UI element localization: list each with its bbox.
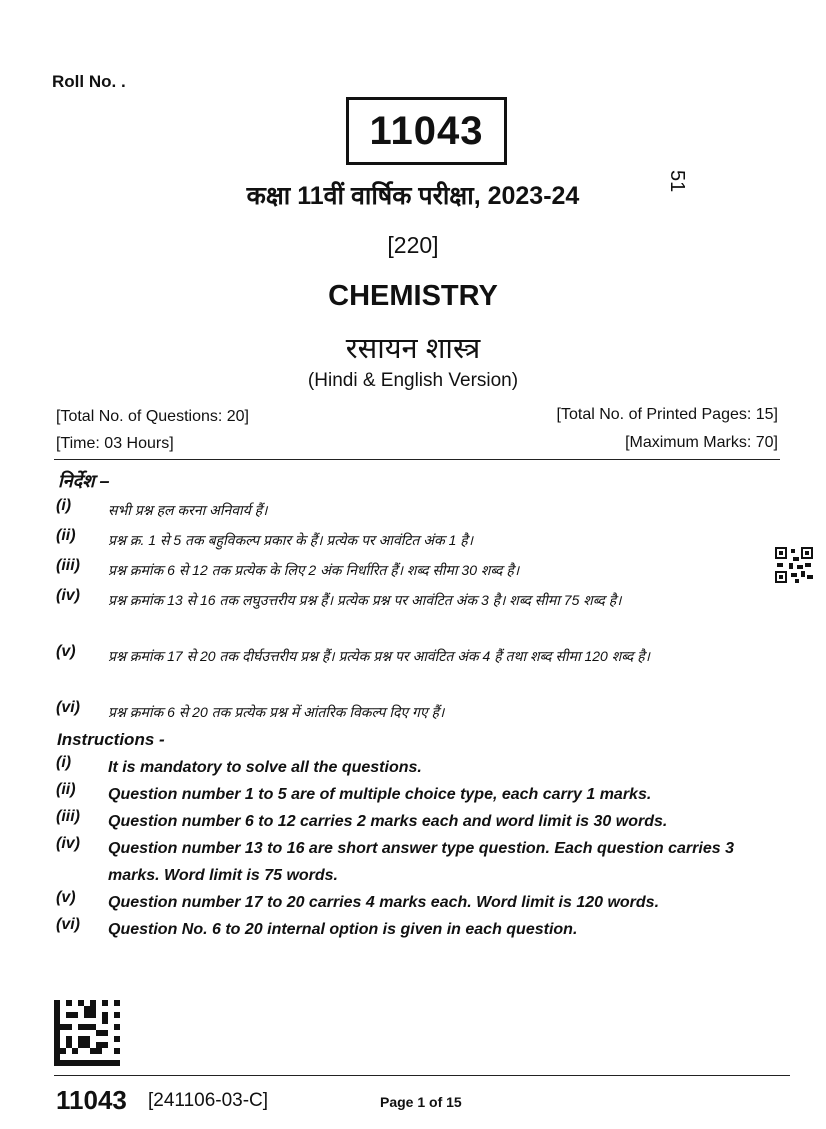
instruction-number: (ii) [56,527,76,544]
instruction-text: प्रश्न क्र. 1 से 5 तक बहुविकल्प प्रकार के हैं। प्रत्येक पर आवंटित अंक 1 है। [108,532,474,548]
instruction-text: Question No. 6 to 20 internal option is given in each question. [108,921,578,938]
instruction-number: (vi) [56,916,80,933]
hindi-instruction-item [56,527,781,553]
footer-reference: [241106-03-C] [148,1090,269,1111]
side-number: 51 [666,170,688,193]
instruction-number: (vi) [56,699,80,716]
hindi-instruction-item [56,643,781,669]
datamatrix-barcode-icon [54,1000,120,1066]
instruction-number: (v) [56,889,76,906]
english-instruction-item [56,808,781,835]
version-label: (Hindi & English Version) [307,370,519,391]
subject-code: [220] [387,232,439,258]
subject-title-english: CHEMISTRY [328,280,498,312]
instruction-number: (iv) [56,835,80,852]
instruction-text: Question number 17 to 20 carries 4 marks each. Word limit is 120 words. [108,894,660,911]
hindi-instruction-item [56,557,781,583]
paper-code-box: 11043 [346,97,507,165]
english-instructions-heading: Instructions - [57,730,165,749]
instruction-text: प्रश्न क्रमांक 17 से 20 तक दीर्घउत्तरीय प्रश्न हैं। प्रत्येक प्रश्न पर आवंटित अंक 4 हैं तथा शब्द सीमा 120 शब्द है। [108,648,650,664]
instruction-text: सभी प्रश्न हल करना अनिवार्य हैं। [108,502,268,518]
instruction-text: प्रश्न क्रमांक 6 से 20 तक प्रत्येक प्रश्न में आंतरिक विकल्प दिए गए हैं। [108,704,445,720]
footer-paper-code: 11043 [56,1085,127,1115]
english-instruction-item [56,916,781,943]
instruction-number: (iii) [56,808,80,825]
english-instruction-item [56,835,781,889]
english-instruction-item [56,754,781,781]
instruction-text: Question number 13 to 16 are short answer type question. Each question carries 3 marks. Word limit is 75 words. [108,840,734,884]
instruction-number: (v) [56,643,76,660]
footer-divider [54,1075,790,1076]
hindi-instruction-item [56,587,781,613]
instruction-text: प्रश्न क्रमांक 6 से 12 तक प्रत्येक के लिए 2 अंक निर्धारित हैं। शब्द सीमा 30 शब्द है। [108,562,520,578]
hindi-instruction-item [56,497,781,523]
roll-number-label: Roll No. . [52,72,126,91]
english-instruction-item [56,889,781,916]
header-divider [54,459,780,460]
english-instruction-item [56,781,781,808]
total-pages: [Total No. of Printed Pages: 15] [556,406,778,423]
instruction-number: (i) [56,754,72,771]
time-allowed: [Time: 03 Hours] [56,435,174,452]
instruction-number: (iv) [56,587,80,604]
instruction-text: It is mandatory to solve all the questions. [108,759,422,776]
instruction-text: प्रश्न क्रमांक 13 से 16 तक लघुउत्तरीय प्रश्न हैं। प्रत्येक प्रश्न पर आवंटित अंक 3 है। शब्द सीमा 75 शब्द है। [108,592,622,608]
instruction-number: (i) [56,497,72,514]
maximum-marks: [Maximum Marks: 70] [625,434,778,451]
instruction-text: Question number 6 to 12 carries 2 marks each and word limit is 30 words. [108,813,668,830]
instruction-text: Question number 1 to 5 are of multiple choice type, each carry 1 marks. [108,786,652,803]
subject-title-hindi: रसायन शास्त्र [345,333,481,365]
total-questions: [Total No. of Questions: 20] [56,408,249,425]
page-number: Page 1 of 15 [380,1094,462,1110]
exam-title: कक्षा 11वीं वार्षिक परीक्षा, 2023-24 [246,182,580,210]
hindi-instructions-heading: निर्देश – [58,471,110,491]
qr-code-icon [775,547,813,583]
instruction-number: (ii) [56,781,76,798]
hindi-instruction-item [56,699,781,725]
instruction-number: (iii) [56,557,80,574]
